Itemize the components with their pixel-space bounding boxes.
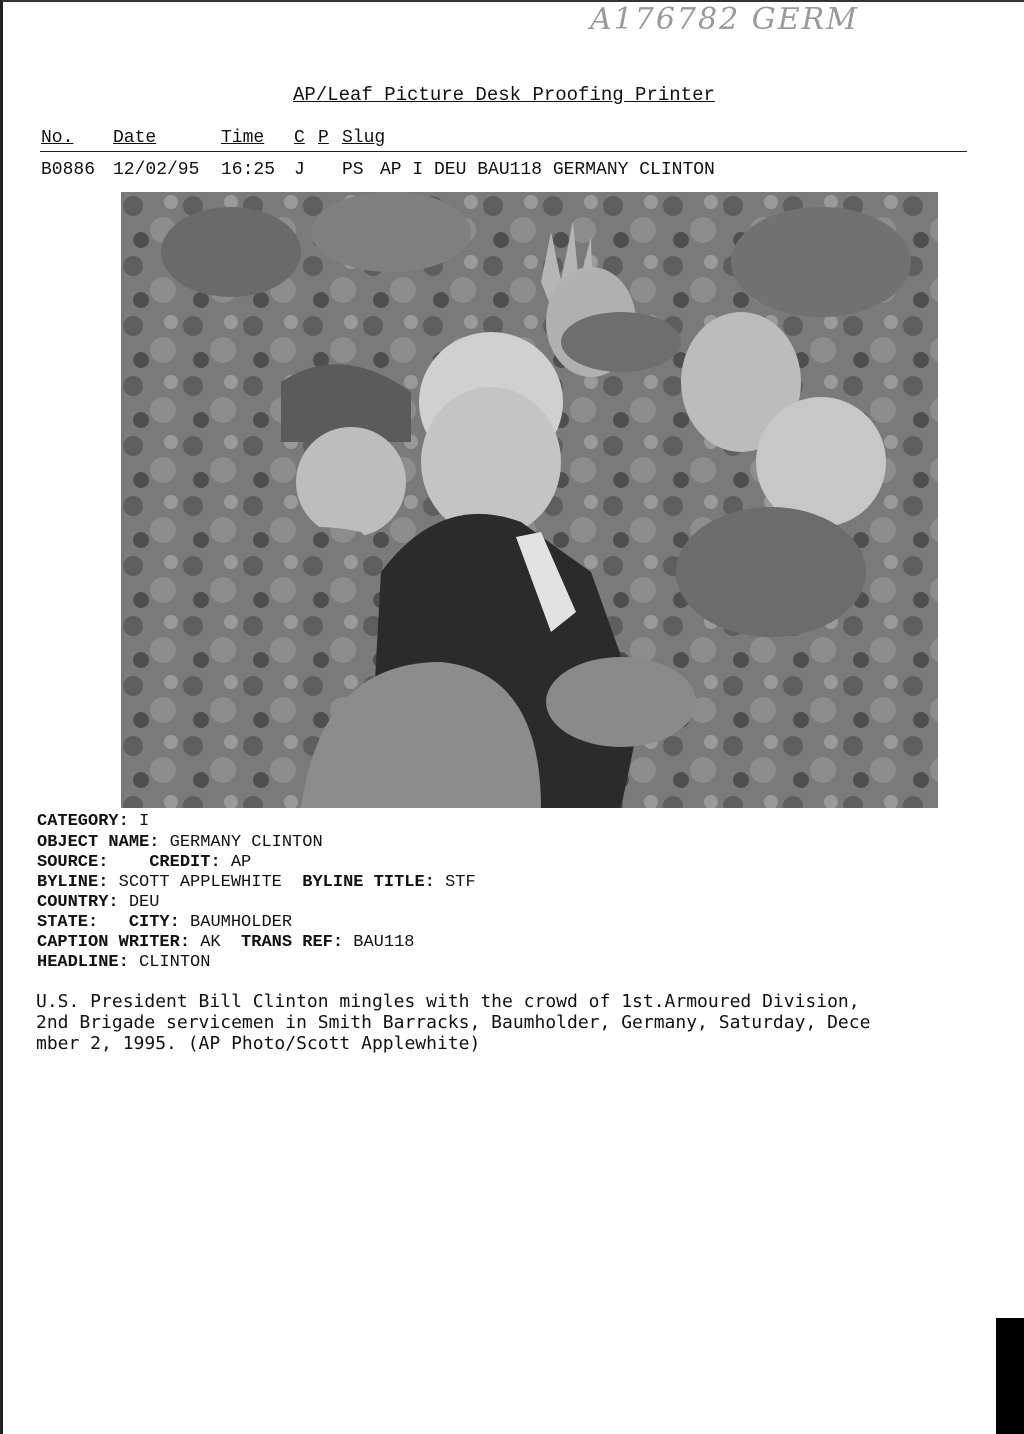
photo-caption	[36, 991, 966, 1054]
headline-line	[37, 953, 210, 972]
object-name-label: OBJECT NAME:	[37, 833, 160, 852]
scan-edge-bar	[996, 1318, 1024, 1434]
headline-value: CLINTON	[139, 953, 211, 972]
country-label: COUNTRY:	[37, 893, 119, 912]
caption-line-3: mber 2, 1995. (AP Photo/Scott Applewhite)	[36, 1033, 481, 1054]
header-slug: Slug	[342, 128, 386, 148]
byline-value: SCOTT APPLEWHITE	[118, 873, 282, 892]
header-c: C	[294, 128, 305, 148]
state-label: STATE:	[37, 913, 99, 932]
header-date: Date	[113, 128, 157, 148]
byline-title-label: BYLINE TITLE:	[302, 873, 435, 892]
credit-value: AP	[230, 853, 252, 872]
byline-title-value: STF	[445, 873, 476, 892]
city-value: BAUMHOLDER	[190, 913, 293, 932]
header-rule	[40, 151, 967, 152]
object-name-line	[37, 833, 323, 852]
document-title: AP/Leaf Picture Desk Proofing Printer	[293, 84, 715, 106]
header-no: No.	[41, 128, 74, 148]
credit-label: CREDIT:	[149, 853, 221, 872]
record-time: 16:25	[221, 160, 276, 180]
record-date: 12/02/95	[113, 160, 200, 180]
city-label: CITY:	[128, 913, 180, 932]
country-value: DEU	[128, 893, 160, 912]
source-label: SOURCE:	[37, 853, 109, 872]
caption-line-1: U.S. President Bill Clinton mingles with the crowd of 1st.Armoured Division,	[36, 991, 860, 1012]
crowd-photo	[121, 192, 938, 808]
category-line	[37, 812, 149, 831]
category-value: I	[139, 812, 150, 831]
category-label: CATEGORY:	[37, 812, 129, 831]
source-line	[37, 853, 251, 872]
state-line	[37, 913, 292, 932]
handwritten-note: A176782 GERM	[590, 2, 859, 37]
country-line	[37, 893, 159, 912]
record-p: PS	[342, 160, 364, 180]
byline-label: BYLINE:	[37, 873, 109, 892]
record-c: J	[294, 160, 305, 180]
header-time: Time	[221, 128, 265, 148]
headline-label: HEADLINE:	[37, 953, 129, 972]
caption-writer-label: CAPTION WRITER:	[37, 933, 191, 952]
caption-writer-value: AK	[200, 933, 221, 952]
trans-ref-value: BAU118	[353, 933, 415, 952]
record-slug: AP I DEU BAU118 GERMANY CLINTON	[380, 160, 715, 180]
caption-writer-line	[37, 933, 415, 952]
trans-ref-label: TRANS REF:	[241, 933, 344, 952]
object-name-value: GERMANY CLINTON	[169, 833, 323, 852]
caption-line-2: 2nd Brigade servicemen in Smith Barracks, Baumholder, Germany, Saturday, Dece	[36, 1012, 871, 1033]
header-p: P	[318, 128, 329, 148]
record-no: B0886	[41, 160, 96, 180]
byline-line	[37, 873, 476, 892]
